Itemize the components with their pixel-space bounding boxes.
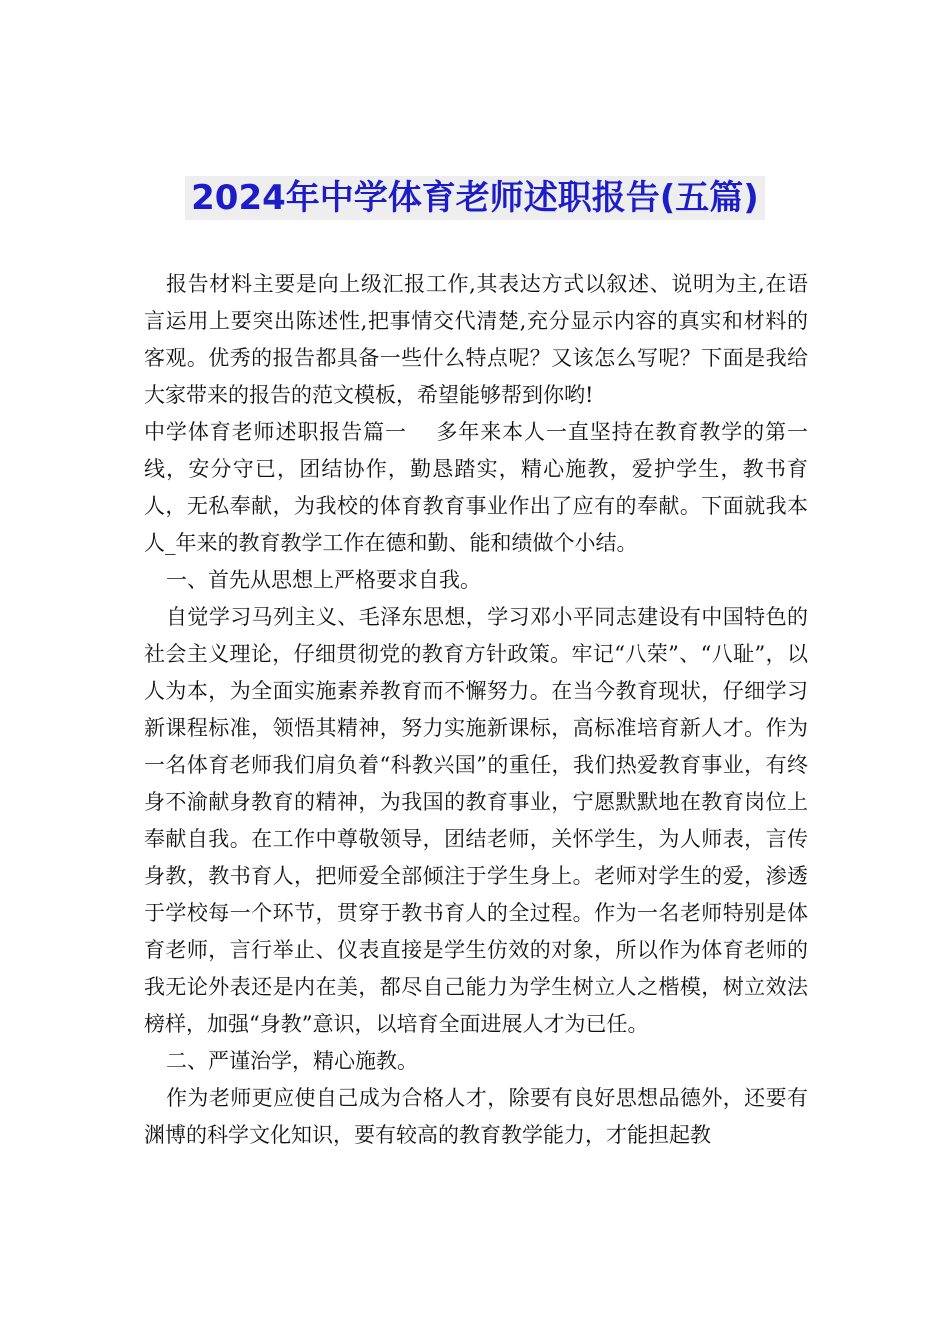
paragraph-intro: 报告材料主要是向上级汇报工作,其表达方式以叙述、说明为主,在语言运用上要突出陈述性,把事情交代清楚,充分显示内容的真实和材料的客观。优秀的报告都具备一些什么特点呢？又该怎么写呢？下面是我给大家带来的报告的范文模板，希望能够帮到你哟! <box>144 272 808 407</box>
paragraph-thought: 自觉学习马列主义、毛泽东思想，学习邓小平同志建设有中国特色的社会主义理论，仔细贯彻党的教育方针政策。牢记“八荣”、“八耻”，以人为本，为全面实施素养教育而不懈努力。在当今教育现状，仔细学习新课程标准，领悟其精神，努力实施新课标，高标准培育新人才。作为一名体育老师我们肩负着“科教兴国”的重任，我们热爱教育事业，有终身不渝献身教育的精神，为我国的教育事业，宁愿默默地在教育岗位上奉献自我。在工作中尊敬领导，团结老师，关怀学生，为人师表，言传身教，教书育人，把师爱全部倾注于学生身上。老师对学生的爱，渗透于学校每一个环节，贯穿于教书育人的全过程。作为一名老师特别是体育老师，言行举止、仪表直接是学生仿效的对象，所以作为体育老师的我无论外表还是内在美，都尽自己能力为学生树立人之楷模，树立效法榜样，加强“身教”意识，以培育全面进展人才为已任。 <box>144 605 808 1036</box>
heading-teaching: 二、严谨治学，精心施教。 <box>166 1049 418 1073</box>
document-title: 2024年中学体育老师述职报告(五篇) <box>185 176 765 220</box>
paragraph-teaching: 作为老师更应使自己成为合格人才，除要有良好思想品德外，还要有渊博的科学文化知识，要有较高的教育教学能力，才能担起教 <box>144 1086 808 1147</box>
title-container <box>0 176 950 220</box>
document-body <box>144 266 808 1154</box>
heading-thought: 一、首先从思想上严格要求自我。 <box>166 568 481 592</box>
paragraph-section-one: 中学体育老师述职报告篇一 多年来本人一直坚持在教育教学的第一线，安分守已，团结协作，勤恳踏实，精心施教，爱护学生，教书育人，无私奉献，为我校的体育教育事业作出了应有的奉献。下面就我本人_年来的教育教学工作在德和勤、能和绩做个小结。 <box>144 420 808 555</box>
